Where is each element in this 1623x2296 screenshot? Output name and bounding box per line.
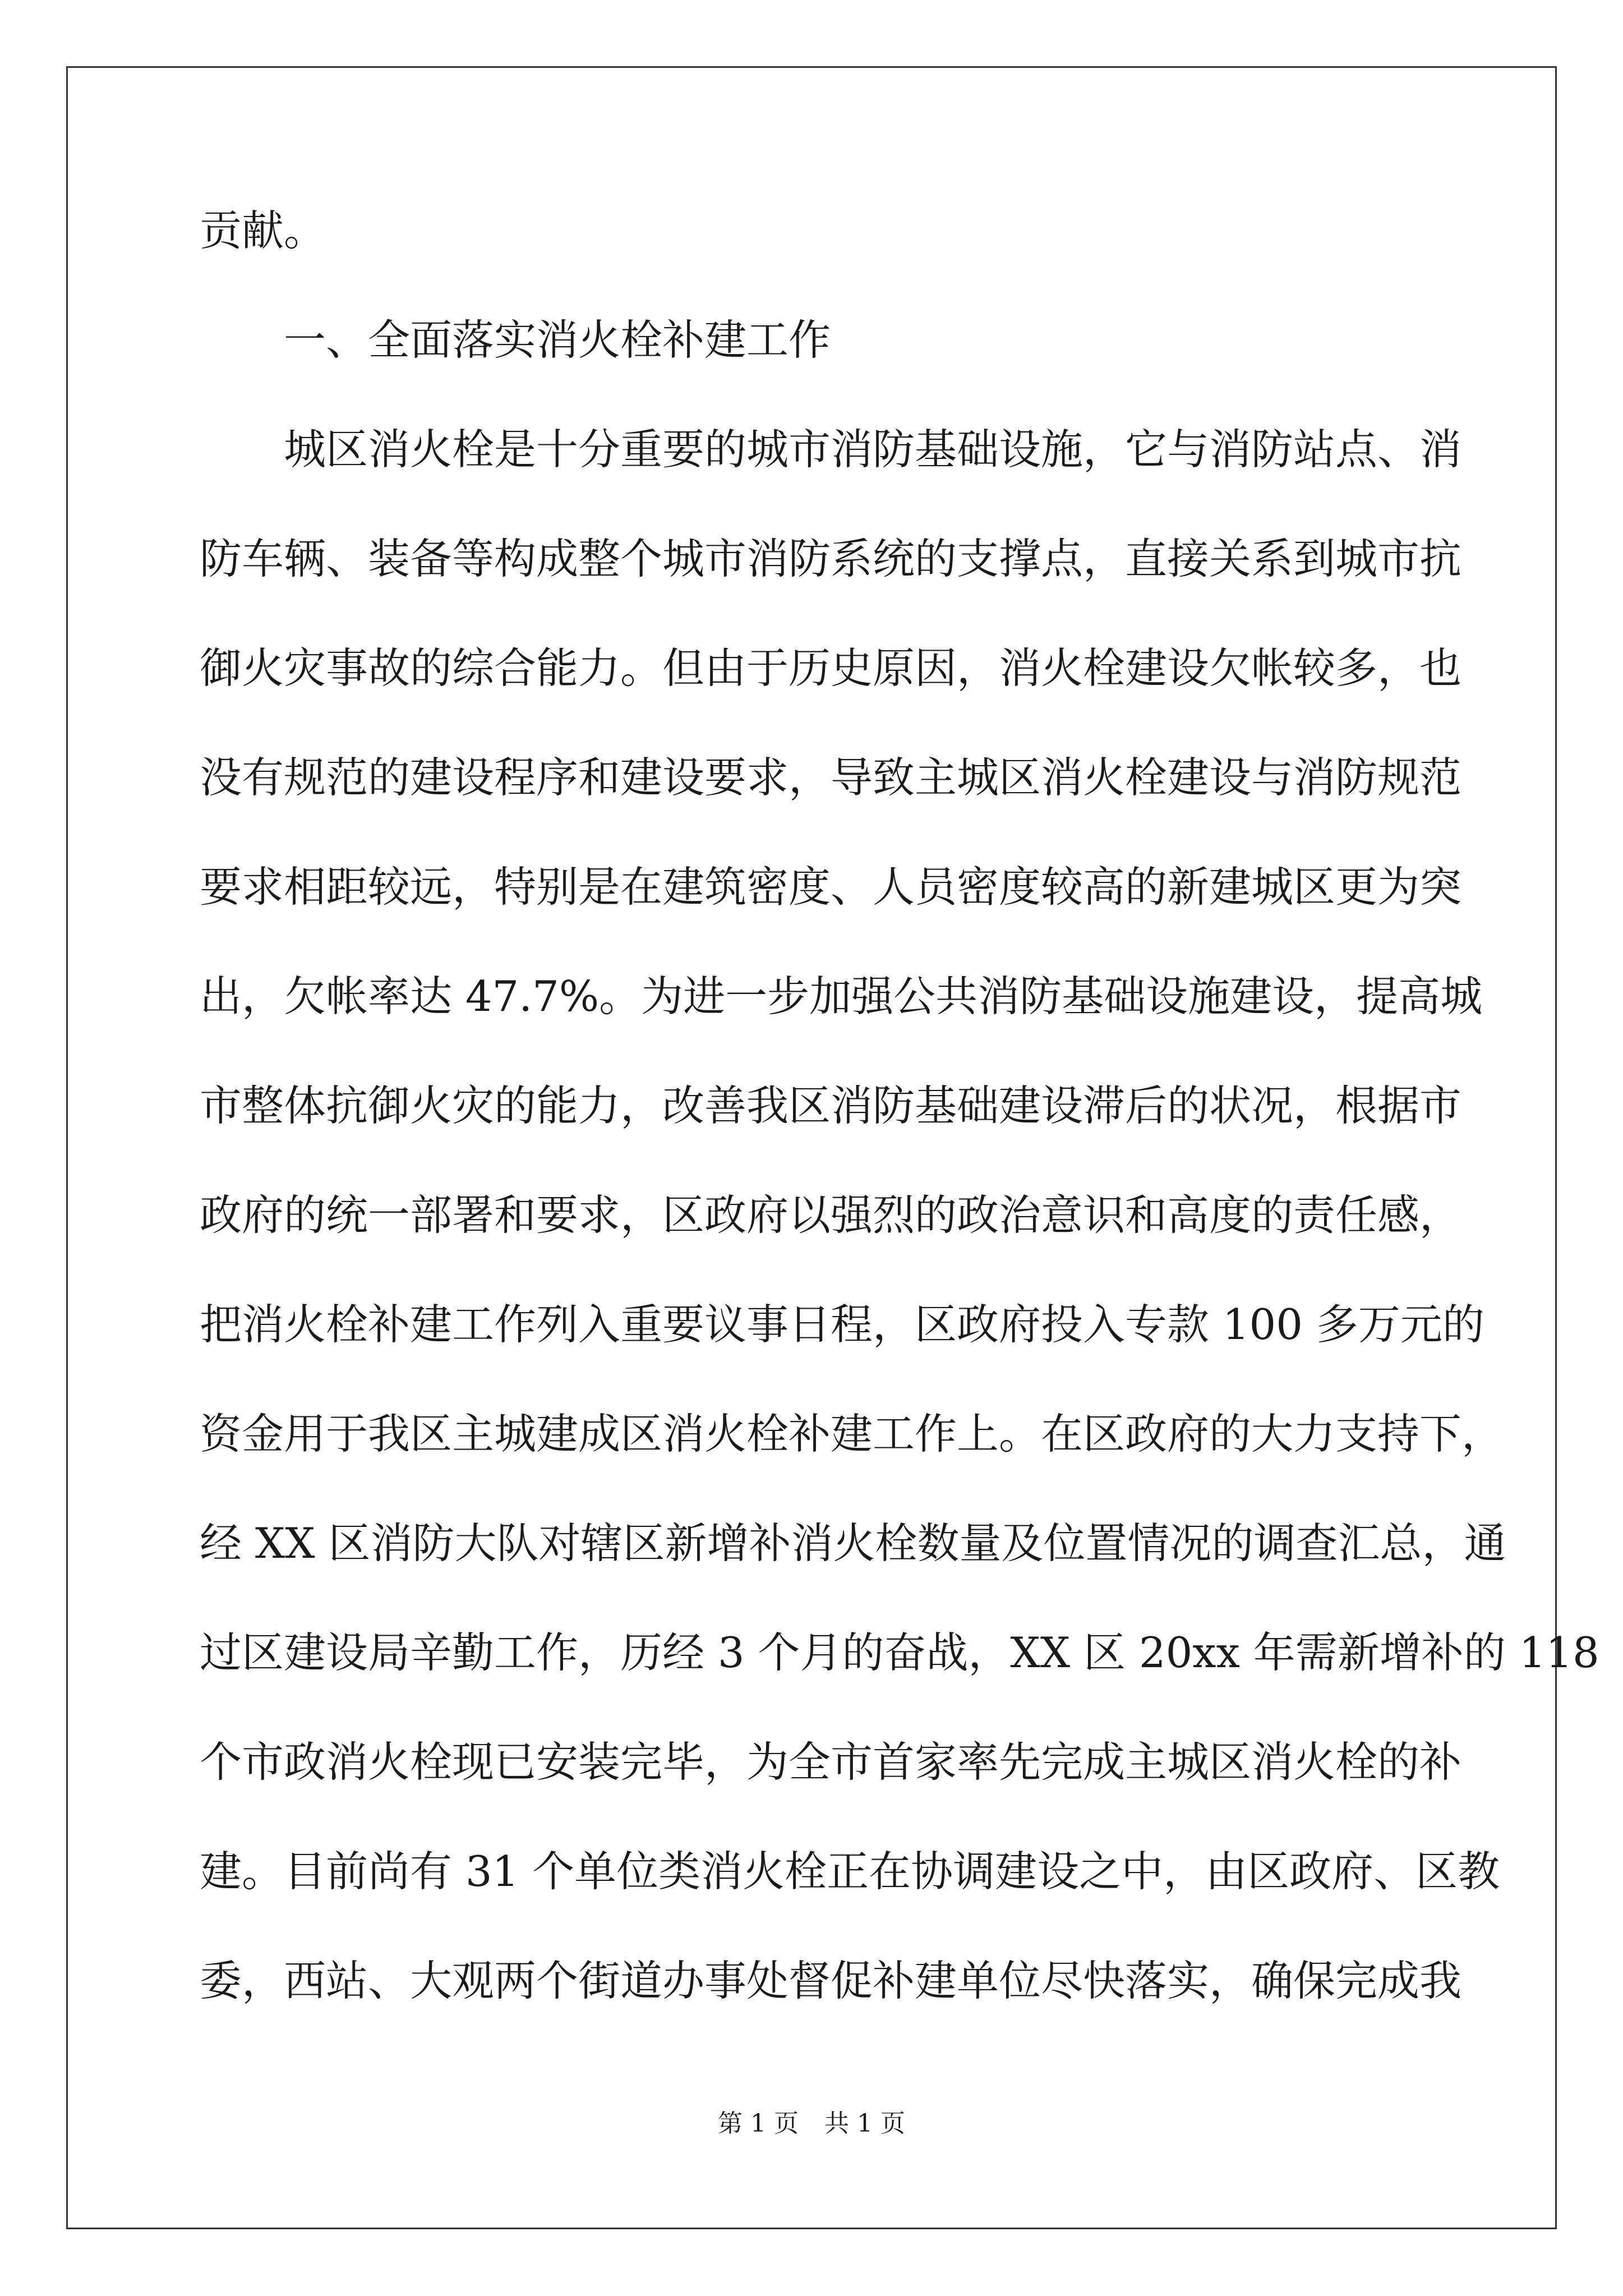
- text-line: 城区消火栓是十分重要的城市消防基础设施，它与消防站点、消: [284, 425, 1462, 474]
- text-line: 市整体抗御火灾的能力，改善我区消防基础建设滞后的状况，根据市: [200, 1081, 1462, 1130]
- text-line: 出，欠帐率达 47.7%。为进一步加强公共消防基础设施建设，提高城: [200, 972, 1483, 1021]
- text-line: 资金用于我区主城建成区消火栓补建工作上。在区政府的大力支持下，: [200, 1409, 1504, 1458]
- page-total: 共 1 页: [824, 2109, 905, 2138]
- page-footer: [0, 2108, 1623, 2139]
- text-line: 要求相距较远，特别是在建筑密度、人员密度较高的新建城区更为突: [200, 862, 1462, 912]
- text-line: 建。目前尚有 31 个单位类消火栓正在协调建设之中，由区政府、区教: [200, 1847, 1500, 1896]
- text-line: 御火灾事故的综合能力。但由于历史原因，消火栓建设欠帐较多，也: [200, 643, 1462, 693]
- text-line: 政府的统一部署和要求，区政府以强烈的政治意识和高度的责任感，: [200, 1190, 1462, 1240]
- text-line: 个市政消火栓现已安装完毕，为全市首家率先完成主城区消火栓的补: [200, 1737, 1462, 1787]
- page-number: 第 1 页: [718, 2109, 799, 2138]
- section-heading: 一、全面落实消火栓补建工作: [284, 315, 831, 365]
- document-body: [200, 205, 1599, 2064]
- text-line: 过区建设局辛勤工作，历经 3 个月的奋战，XX 区 20xx 年需新增补的 118: [200, 1628, 1599, 1677]
- text-line: 经 XX 区消防大队对辖区新增补消火栓数量及位置情况的调查汇总，通: [200, 1519, 1506, 1568]
- text-line: 没有规范的建设程序和建设要求，导致主城区消火栓建设与消防规范: [200, 753, 1462, 802]
- text-line: 防车辆、装备等构成整个城市消防系统的支撑点，直接关系到城市抗: [200, 534, 1462, 583]
- text-line: 把消火栓补建工作列入重要议事日程，区政府投入专款 100 多万元的: [200, 1300, 1484, 1349]
- text-line: 委，西站、大观两个街道办事处督促补建单位尽快落实，确保完成我: [200, 1956, 1462, 2005]
- text-line: 贡献。: [200, 206, 326, 255]
